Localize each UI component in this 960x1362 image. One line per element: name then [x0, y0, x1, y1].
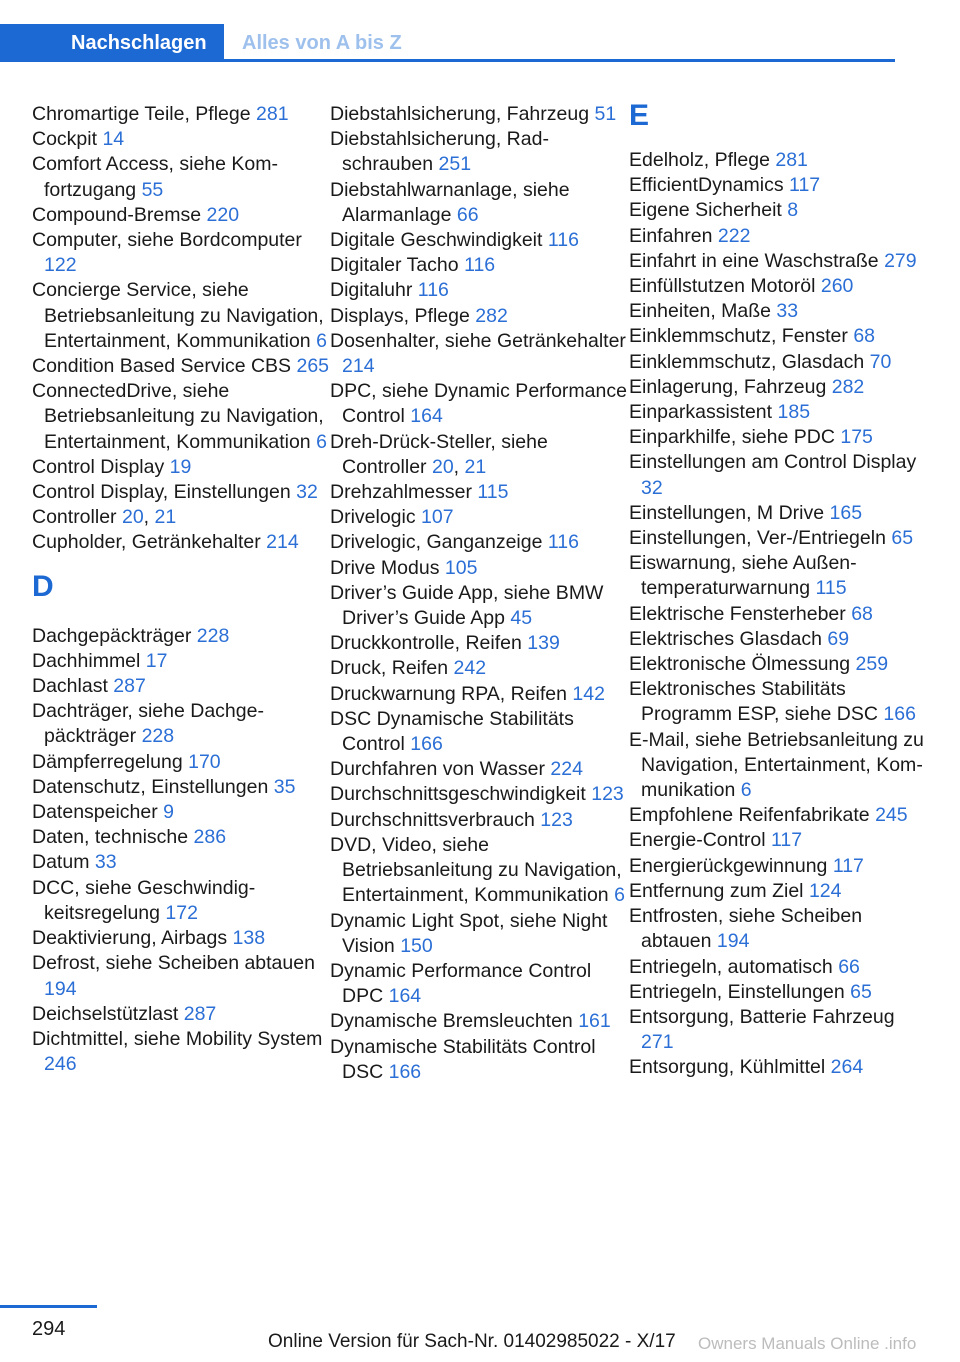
- index-entry: [629, 526, 929, 551]
- index-entry: [330, 782, 630, 807]
- page-reference-link[interactable]: 214: [266, 531, 299, 554]
- index-entry: [32, 455, 332, 480]
- page-reference-link[interactable]: 116: [547, 229, 579, 252]
- index-entry-term: Compound-Bremse: [32, 203, 202, 226]
- page-reference-link[interactable]: 161: [578, 1010, 611, 1033]
- index-entry-term: Drehzahlmesser: [330, 481, 472, 504]
- page-reference-link[interactable]: 65: [850, 980, 872, 1003]
- page-reference-link[interactable]: 228: [141, 725, 175, 748]
- index-column-1: [32, 102, 332, 1077]
- index-entry-term: Daten, technische: [32, 826, 189, 849]
- page-reference-link[interactable]: 139: [527, 632, 560, 655]
- index-entry: [32, 480, 332, 505]
- page-reference-link[interactable]: 9: [163, 801, 175, 824]
- index-entry-term: Einfahren: [629, 224, 713, 247]
- page-reference-link[interactable]: 33: [776, 300, 799, 323]
- page-reference-link[interactable]: 282: [475, 304, 508, 327]
- index-entry-term: Einstellungen, M Drive: [629, 501, 825, 524]
- footer-rule: [0, 1305, 97, 1308]
- index-entry-term: Cockpit: [32, 128, 98, 151]
- index-entry: [32, 278, 332, 354]
- page-reference-link[interactable]: 259: [855, 653, 889, 676]
- page-reference-link[interactable]: 116: [417, 279, 449, 302]
- index-entry: [330, 1009, 630, 1034]
- page-reference-link[interactable]: 281: [775, 149, 808, 171]
- index-entry: [629, 299, 929, 324]
- index-entry: [32, 850, 332, 875]
- page-reference-link[interactable]: 287: [113, 675, 146, 698]
- page-reference-link[interactable]: 19: [169, 455, 192, 478]
- page-reference-link[interactable]: 242: [453, 657, 487, 680]
- tab-nachschlagen[interactable]: [0, 24, 224, 62]
- index-entry: [629, 677, 929, 727]
- page-reference-link[interactable]: 116: [547, 531, 579, 554]
- index-entry-term: Control Display: [32, 455, 165, 478]
- page-reference-link[interactable]: 21: [464, 455, 487, 478]
- index-entry-term: Einstellungen, Ver-/Entriegeln: [629, 527, 886, 550]
- index-entry: [330, 631, 630, 656]
- index-entry-term: Entsorgung, Batterie Fahrzeug: [629, 1005, 895, 1028]
- index-entry-term: Control Display, Einstellungen: [32, 481, 291, 504]
- page-reference-link[interactable]: 166: [410, 733, 443, 756]
- page-reference-link[interactable]: 66: [838, 955, 860, 978]
- index-entry: [330, 1035, 630, 1085]
- page-reference-link[interactable]: 286: [193, 826, 227, 849]
- page-reference-link[interactable]: 17: [145, 649, 168, 672]
- index-entry: [32, 203, 332, 228]
- page-header: [0, 24, 895, 62]
- index-entry: [32, 379, 332, 455]
- index-entry: [32, 800, 332, 825]
- index-entry: [330, 329, 630, 379]
- index-entry-term: Digitale Geschwindigkeit: [330, 229, 543, 252]
- index-entry-term: Einfüllstutzen Motoröl: [629, 275, 816, 298]
- index-entry-term: Entfernung zum Ziel: [629, 879, 804, 902]
- index-entry-term: Dynamic Light Spot, siehe Night Vision: [330, 909, 608, 957]
- index-entry-term: Datenspeicher: [32, 801, 158, 824]
- index-entry: [629, 1055, 929, 1080]
- page-reference-link[interactable]: 228: [196, 624, 230, 647]
- index-entry-term: Datum: [32, 851, 90, 874]
- index-entry-term: Cupholder, Getränkehalter: [32, 531, 261, 554]
- page-reference-link[interactable]: 172: [165, 901, 198, 924]
- index-entry-term: Einklemmschutz, Fenster: [629, 325, 848, 348]
- index-entry: [629, 980, 929, 1005]
- page-reference-link[interactable]: 264: [830, 1056, 864, 1079]
- page-reference-link[interactable]: 175: [840, 426, 873, 449]
- index-entry-term: Einparkhilfe, siehe PDC: [629, 426, 835, 449]
- index-entry-term: Energie-Control: [629, 829, 766, 852]
- index-entry-term: Deichselstützlast: [32, 1002, 179, 1025]
- page-reference-link[interactable]: 66: [456, 203, 479, 226]
- index-entry-term: Einfahrt in eine Waschstraße: [629, 249, 879, 272]
- index-entry-term: Entriegeln, automatisch: [629, 955, 833, 978]
- index-entry: [32, 926, 332, 951]
- page-reference-link[interactable]: 70: [869, 350, 892, 373]
- page-reference-link[interactable]: 68: [853, 325, 876, 348]
- index-entry-term: DPC, siehe Dynamic Performance Control: [330, 380, 627, 428]
- section-letter: E: [629, 99, 650, 132]
- index-entry: [330, 682, 630, 707]
- page-reference-link[interactable]: 14: [102, 128, 125, 151]
- index-entry: [330, 707, 630, 757]
- page-reference-link[interactable]: 123: [540, 808, 573, 831]
- index-entry: [629, 173, 929, 198]
- index-entry: [629, 148, 929, 173]
- index-entry-term: Durchschnittsgeschwindigkeit: [330, 783, 586, 806]
- index-entry-term: Eiswarnung, siehe Außentemperaturwarnung: [629, 552, 857, 600]
- index-entry: [330, 505, 630, 530]
- page-reference-link[interactable]: 265: [296, 355, 330, 378]
- index-entry-term: Empfohlene Reifenfabrikate: [629, 804, 870, 827]
- index-entry: [629, 375, 929, 400]
- index-entry: Controller 20, 21: [32, 506, 177, 529]
- page-reference-link[interactable]: 33: [94, 851, 117, 874]
- index-entry-term: Dosenhalter, siehe Getränkehalter: [330, 329, 626, 352]
- page-reference-link[interactable]: 69: [827, 627, 850, 650]
- page-reference-link[interactable]: 279: [884, 249, 917, 272]
- index-entry: [629, 828, 929, 853]
- page-reference-link[interactable]: 224: [550, 758, 583, 781]
- page-reference-link[interactable]: 166: [883, 703, 916, 726]
- index-entry: [32, 674, 332, 699]
- index-entry-term: Dreh-Drück-Steller, siehe Controller: [330, 430, 548, 478]
- page-reference-link[interactable]: 116: [464, 254, 496, 277]
- index-entry-term: Digitaluhr: [330, 279, 413, 302]
- page-reference-link[interactable]: 287: [183, 1002, 217, 1025]
- page-reference-link[interactable]: 117: [771, 829, 803, 852]
- index-entry: [330, 959, 630, 1009]
- index-entry: [32, 228, 332, 278]
- page-reference-link[interactable]: 65: [891, 527, 914, 550]
- index-entry-term: Displays, Pflege: [330, 304, 470, 327]
- page-reference-link[interactable]: 282: [831, 375, 865, 398]
- index-entry-term: Condition Based Service CBS: [32, 355, 292, 378]
- index-entry-term: Durchfahren von Wasser: [330, 758, 545, 781]
- index-entry: [32, 750, 332, 775]
- index-entry-term: Datenschutz, Einstellungen: [32, 775, 269, 798]
- index-entry-term: Druckkontrolle, Reifen: [330, 632, 522, 655]
- index-entry-term: Drivelogic, Ganganzeige: [330, 531, 543, 554]
- index-entry: [629, 728, 929, 804]
- index-entry-term: DSC Dynamische Stabilitäts Control: [330, 707, 574, 756]
- index-entry: [629, 501, 929, 526]
- page-reference-link[interactable]: 20: [121, 506, 144, 529]
- index-entry-term: E-Mail, siehe Betriebsanleitung zu Navigation, Entertainment, Kommunikation: [629, 728, 924, 802]
- section-letter: D: [32, 569, 54, 603]
- index-entry-term: Druckwarnung RPA, Reifen: [330, 682, 567, 705]
- index-entry: [629, 904, 929, 954]
- tab-alles-von-a-bis-z[interactable]: Alles von A bis Z: [242, 32, 402, 54]
- page-reference-link[interactable]: 105: [444, 556, 478, 579]
- page-reference-link[interactable]: 122: [44, 254, 77, 277]
- index-entry-term: Edelholz, Pflege: [629, 149, 770, 171]
- index-entry-term: Elektrisches Glasdach: [629, 627, 822, 650]
- page-reference-link[interactable]: 20: [431, 455, 454, 478]
- index-entry-term: EfficientDynamics: [629, 174, 784, 197]
- index-entry: [629, 198, 929, 223]
- page-reference-link[interactable]: 194: [716, 930, 750, 953]
- index-entry-term: Controller: [32, 506, 117, 529]
- index-entry-term: Dämpferregelung: [32, 750, 183, 773]
- page-reference-link[interactable]: 164: [410, 405, 443, 428]
- index-entry-term: Druck, Reifen: [330, 657, 449, 680]
- page-reference-link[interactable]: 245: [875, 804, 908, 827]
- index-column-3: [629, 99, 929, 1081]
- page-reference-link[interactable]: 6: [740, 779, 752, 802]
- index-entry-term: Digitaler Tacho: [330, 254, 459, 277]
- footer-note: Online Version für Sach-Nr. 01402985022 - X/17: [268, 1331, 676, 1352]
- page-reference-link[interactable]: 138: [232, 927, 266, 950]
- index-entry: [330, 304, 630, 329]
- index-entry: [330, 556, 630, 581]
- page-reference-link[interactable]: 8: [787, 199, 799, 222]
- index-entry: [32, 530, 332, 555]
- page-reference-link[interactable]: 32: [641, 476, 663, 499]
- index-entry: [629, 551, 929, 601]
- page-reference-link[interactable]: 271: [641, 1031, 674, 1054]
- index-entry: [330, 228, 630, 253]
- page-reference-link[interactable]: 246: [44, 1053, 77, 1076]
- index-entry: [330, 757, 630, 782]
- page-reference-link[interactable]: 6: [316, 430, 327, 453]
- index-entry-term: Drive Modus: [330, 556, 440, 579]
- index-entry-term: Dynamische Bremsleuchten: [330, 1010, 573, 1033]
- index-entry-term: Dachgepäckträger: [32, 624, 192, 647]
- index-entry: [32, 152, 332, 202]
- index-entry-term: Diebstahlwarnanlage, siehe Alarmanlage: [330, 178, 570, 226]
- page-reference-link[interactable]: 32: [296, 481, 318, 504]
- index-entry: [32, 775, 332, 800]
- page-reference-link[interactable]: 165: [829, 501, 863, 524]
- index-entry: [32, 354, 332, 379]
- index-entry: [629, 224, 929, 249]
- index-entry-term: Comfort Access, siehe Komfortzugang: [32, 153, 279, 201]
- index-entry: [330, 278, 630, 303]
- index-entry: [629, 425, 929, 450]
- index-entry: [629, 1005, 929, 1055]
- page-reference-link[interactable]: 115: [477, 481, 509, 504]
- index-entry-term: Deaktivierung, Airbags: [32, 927, 228, 950]
- index-entry-term: Durchschnittsverbrauch: [330, 808, 535, 831]
- page-reference-link[interactable]: 6: [316, 329, 327, 352]
- page-reference-link[interactable]: 51: [594, 103, 617, 125]
- page-reference-link[interactable]: 45: [510, 607, 533, 630]
- index-entry: [629, 274, 929, 299]
- index-entry: [330, 178, 630, 228]
- index-entry-term: Defrost, siehe Scheiben abtauen: [32, 952, 315, 975]
- page-reference-link[interactable]: 251: [438, 153, 472, 176]
- index-entry: [629, 324, 929, 349]
- index-entry-term: Elektrische Fensterheber: [629, 602, 846, 625]
- page-reference-link[interactable]: 6: [614, 884, 625, 907]
- index-entry: [629, 400, 929, 425]
- index-entry: [629, 602, 929, 627]
- page-reference-link[interactable]: 115: [815, 577, 847, 600]
- index-entry: [330, 127, 630, 177]
- index-entry-term: Elektronische Ölmessung: [629, 653, 851, 676]
- page-reference-link[interactable]: 260: [820, 275, 854, 298]
- page-reference-link[interactable]: 214: [342, 355, 375, 378]
- index-entry-term: ConnectedDrive, siehe Betriebsanleitung zu Navigation, Entertainment, Kommunikation: [32, 380, 324, 453]
- watermark-text: Owners Manuals Online .info: [698, 1334, 917, 1353]
- index-entry-term: DCC, siehe Geschwindigkeitsregelung: [32, 876, 256, 924]
- page-number: 294: [32, 1318, 66, 1340]
- index-entry: Dreh-Drück-Steller, siehe Controller 20, 21: [330, 430, 548, 478]
- page-reference-link[interactable]: 21: [154, 506, 177, 529]
- index-entry-term: Diebstahlsicherung, Fahrzeug: [330, 103, 590, 125]
- index-entry: [330, 808, 630, 833]
- index-entry-term: DVD, Video, siehe Betriebsanleitung zu Navigation, Entertainment, Kommunikation: [330, 833, 622, 907]
- index-entry: [330, 656, 630, 681]
- page-reference-link[interactable]: 150: [400, 934, 433, 957]
- index-entry-term: Einparkassistent: [629, 401, 773, 424]
- index-entry: [32, 876, 332, 926]
- index-entry-term: Dynamische Stabilitäts Control DSC: [330, 1035, 596, 1083]
- index-entry: [629, 627, 929, 652]
- index-entry-term: Dachträger, siehe Dachgepäckträger: [32, 700, 264, 748]
- index-entry: [32, 1002, 332, 1027]
- index-entry-term: Einlagerung, Fahrzeug: [629, 375, 827, 398]
- page-reference-link[interactable]: 170: [188, 750, 221, 773]
- page-reference-link[interactable]: 220: [206, 203, 240, 226]
- index-entry: [32, 699, 332, 749]
- index-entry: [330, 530, 630, 555]
- index-entry: [32, 951, 332, 1001]
- page-reference-link[interactable]: 222: [717, 224, 751, 247]
- index-entry-term: Drivelogic: [330, 506, 416, 529]
- index-entry-term: Eigene Sicherheit: [629, 199, 782, 222]
- index-entry: [32, 1027, 332, 1077]
- page-reference-link[interactable]: 55: [141, 178, 164, 201]
- index-entry-term: Entriegeln, Einstellungen: [629, 980, 845, 1003]
- page-reference-link[interactable]: 117: [789, 174, 821, 197]
- page-reference-link[interactable]: 117: [832, 854, 864, 877]
- index-entry-term: Einstellungen am Control Display: [629, 451, 917, 474]
- index-entry-term: Energierückgewinnung: [629, 854, 828, 877]
- index-entry: [330, 253, 630, 278]
- index-entry: [330, 909, 630, 959]
- index-entry-term: Dichtmittel, siehe Mobility System: [32, 1027, 323, 1050]
- index-entry: [32, 127, 332, 152]
- page-reference-link[interactable]: 35: [273, 775, 296, 798]
- index-entry-term: Entsorgung, Kühlmittel: [629, 1056, 826, 1079]
- index-entry: [629, 249, 929, 274]
- index-entry: [629, 854, 929, 879]
- index-entry: [330, 379, 630, 429]
- index-entry-term: Einklemmschutz, Glasdach: [629, 350, 865, 373]
- page-reference-link[interactable]: 68: [851, 602, 873, 625]
- index-entry-term: Computer, siehe Bordcomputer: [32, 229, 302, 252]
- tab-nachschlagen-label: Nachschlagen: [71, 32, 207, 54]
- index-entry-term: Dachhimmel: [32, 649, 141, 672]
- index-entry: [32, 825, 332, 850]
- index-column-2: [330, 102, 630, 1085]
- index-entry-term: Einheiten, Maße: [629, 300, 771, 323]
- index-entry-term: Dynamic Performance Control DPC: [330, 959, 592, 1008]
- index-entry-term: Elektronisches Stabilitäts Programm ESP, siehe DSC: [629, 678, 878, 726]
- index-entry-term: Dachlast: [32, 675, 108, 698]
- index-entry: [629, 450, 929, 500]
- index-entry-term: Driver’s Guide App, siehe BMW Driver’s Guide App: [330, 581, 604, 630]
- index-entry: [330, 480, 630, 505]
- page-reference-link[interactable]: 142: [572, 682, 605, 705]
- index-entry: [629, 350, 929, 375]
- index-entry-term: Diebstahlsicherung, Radschrauben: [330, 128, 549, 176]
- index-entry-term: Concierge Service, siehe Betriebsanleitung zu Navigation, Entertainment, Kommunikation: [32, 279, 324, 352]
- index-entry: [32, 102, 332, 127]
- index-entry-term: Entfrosten, siehe Scheiben abtauen: [629, 905, 863, 953]
- page-reference-link[interactable]: 194: [44, 977, 77, 1000]
- page-reference-link[interactable]: 281: [256, 103, 289, 125]
- page-reference-link[interactable]: 107: [421, 506, 454, 529]
- index-entry: [32, 624, 332, 649]
- index-entry: [330, 833, 630, 909]
- index-entry: [330, 581, 630, 631]
- watermark-logo: [698, 1334, 916, 1354]
- index-entry: [629, 652, 929, 677]
- page-reference-link[interactable]: 164: [388, 985, 422, 1008]
- index-entry: [629, 955, 929, 980]
- page-reference-link[interactable]: 123: [591, 783, 624, 806]
- index-entry: [330, 102, 630, 127]
- page-reference-link[interactable]: 124: [808, 879, 842, 902]
- index-entry-term: Chromartige Teile, Pflege: [32, 103, 251, 125]
- page-reference-link[interactable]: 166: [388, 1060, 422, 1083]
- index-entry: [32, 649, 332, 674]
- index-entry: [629, 879, 929, 904]
- index-entry: [629, 803, 929, 828]
- header-rule: [0, 59, 895, 62]
- page-reference-link[interactable]: 185: [777, 401, 811, 424]
